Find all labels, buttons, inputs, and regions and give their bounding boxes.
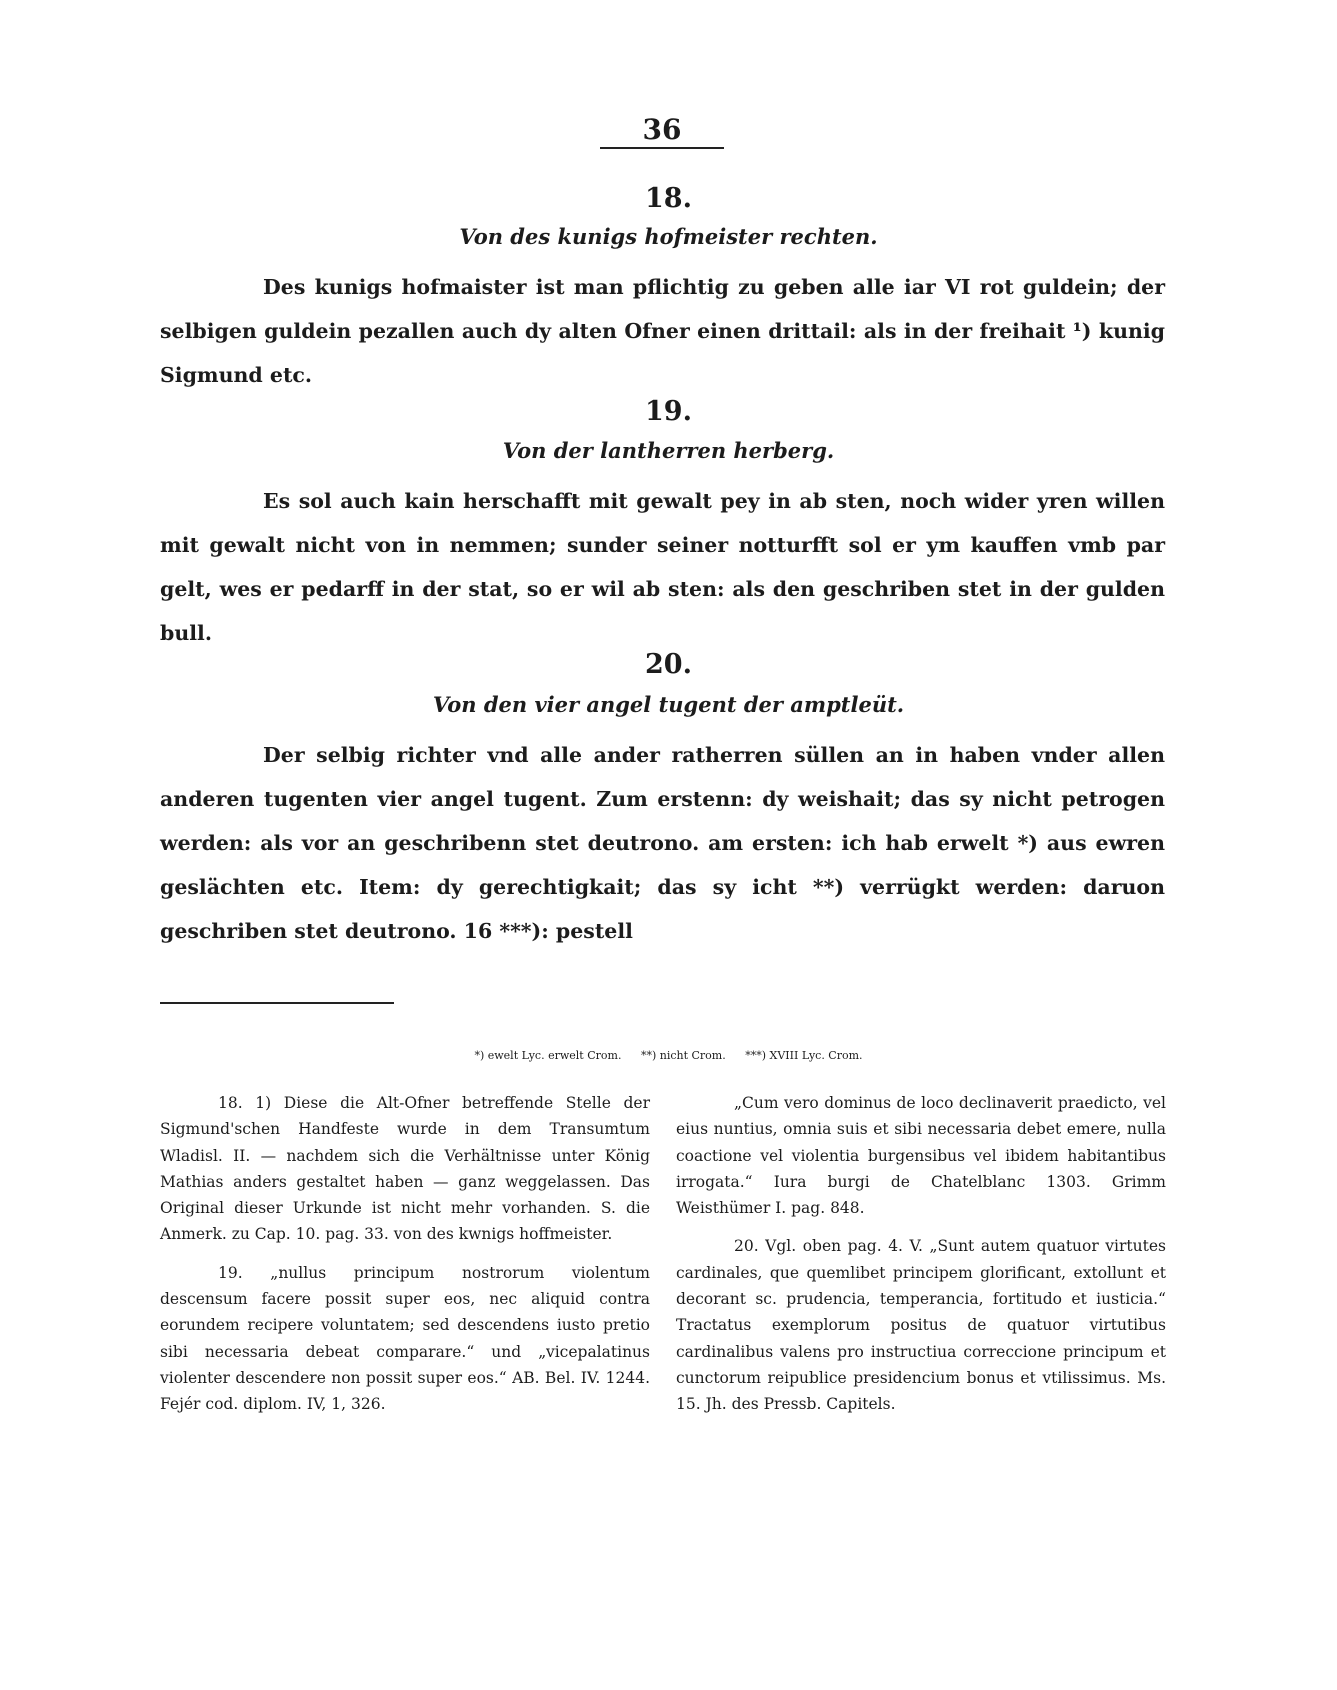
page-number: 36 [642, 113, 682, 146]
variant-note: **) nicht Crom. [640, 1049, 726, 1062]
section-18-number: 18. [645, 183, 692, 214]
note-20: 20. Vgl. oben pag. 4. V. „Sunt autem quatuor virtutes cardinales, que quemlibet principem glorificant, extollunt et decorant sc. prudencia, temperancia, fortitudo et iusticia.“ Tractatus exemplorum positus de quatuor virtutibus cardinalibus valens pro instructiua correccione principum et cunctorum reipublice presidencium bonus et vtilissimus. Ms. 15. Jh. des Pressb. Capitels. [676, 1237, 1166, 1414]
section-18-title: Von des kunigs hofmeister rechten. [459, 224, 878, 249]
section-18-text: Des kunigs hofmaister ist man pflichtig zu geben alle iar VI rot guldein; der selbigen guldein pezallen auch dy alten Ofner einen drittail: als in der freihait ¹) kunig Sigmund etc. [160, 275, 1165, 387]
notes-left-column [160, 1090, 650, 1430]
notes-right-column [676, 1090, 1166, 1430]
footnote-rule [160, 1002, 394, 1004]
section-19-number: 19. [645, 396, 692, 427]
note-19: 19. „nullus principum nostrorum violentum descensum facere possit super eos, nec aliquid contra eorundem recipere voluntatem; sed descendens iusto pretio sibi necessaria debeat comparare.“ und „vicepalatinus violenter descendere non possit super eos.“ AB. Bel. IV. 1244. Fejér cod. diplom. IV, 1, 326. [160, 1263, 650, 1414]
section-20-text: Der selbig richter vnd alle ander ratherren süllen an in haben vnder allen anderen tugenten vier angel tugent. Zum erstenn: dy weishait; das sy nicht petrogen werden: als vor an geschribenn stet deutrono. am ersten: ich hab erwelt *) aus ewren geslächten etc. Item: dy gerechtigkait; das sy icht **) verrügkt werden: daruon geschriben stet deutrono. 16 ***): pestell [160, 743, 1165, 943]
note-18: 18. 1) Diese die Alt-Ofner betreffende Stelle der Sigmund'schen Handfeste wurde in dem Transumtum Wladisl. II. — nachdem sich die Verhältnisse unter König Mathias anders gestaltet haben — ganz weggelassen. Das Original dieser Urkunde ist nicht mehr vorhanden. S. die Anmerk. zu Cap. 10. pag. 33. von des kwnigs hoffmeister. [160, 1094, 650, 1244]
note-19-continued: „Cum vero dominus de loco declinaverit praedicto, vel eius nuntius, omnia suis et sibi necessaria debet emere, nulla coactione vel violentia burgensibus vel ibidem habitantibus irrogata.“ Iura burgi de Chatelblanc 1303. Grimm Weisthümer I. pag. 848. [676, 1094, 1166, 1218]
section-19-title: Von der lantherren herberg. [502, 438, 835, 463]
section-19-text: Es sol auch kain herschafft mit gewalt pey in ab sten, noch wider yren willen mit gewalt nicht von in nemmen; sunder seiner notturfft sol er ym kauffen vmb par gelt, wes er pedarff in der stat, so er wil ab sten: als den geschriben stet in der gulden bull. [160, 489, 1165, 645]
variant-note: ***) XVIII Lyc. Crom. [745, 1049, 863, 1062]
page-number-rule [600, 147, 724, 149]
variant-note: *) ewelt Lyc. erwelt Crom. [474, 1049, 622, 1062]
variant-notes [0, 1048, 1337, 1064]
section-20-number: 20. [645, 649, 692, 680]
section-20-title: Von den vier angel tugent der amptleüt. [432, 692, 905, 717]
